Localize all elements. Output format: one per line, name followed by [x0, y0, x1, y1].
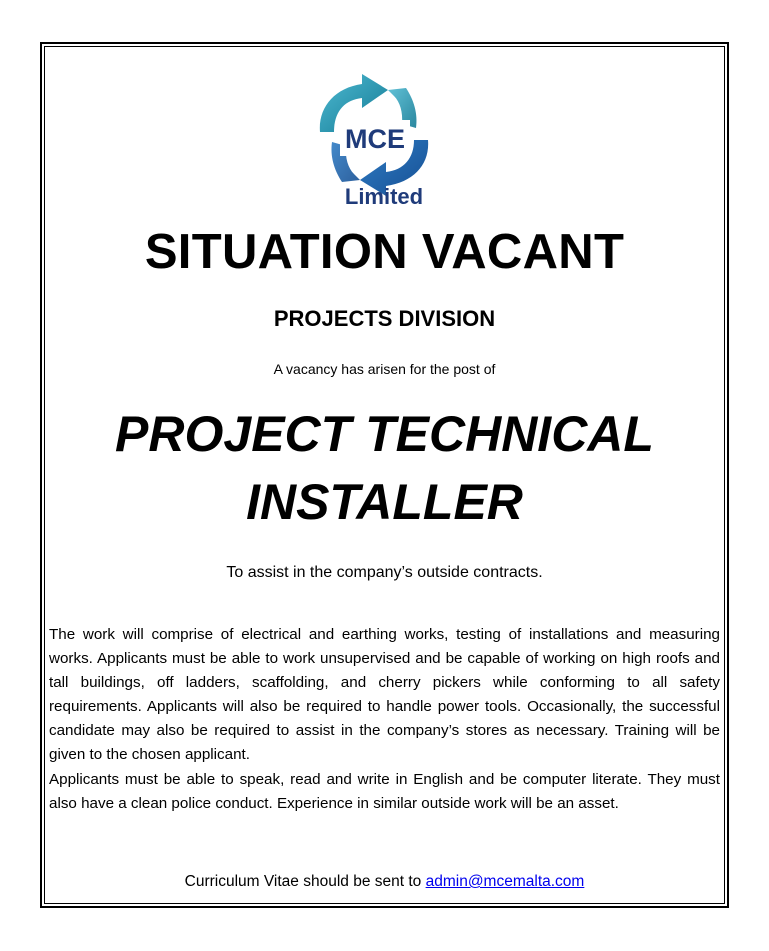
cv-instruction	[46, 871, 723, 893]
description-paragraph-1: The work will comprise of electrical and earthing works, testing of installations and measuring works. Applicants must be able to work unsupervised and be capable of working on high roofs and tall buildings, off ladders, scaffolding, and cherry pickers while conforming to all safety requirements. Applicants will also be required to handle power tools. Occasionally, the successful candidate may also be required to assist in the company’s stores as necessary. Training will be given to the chosen applicant.	[49, 626, 720, 764]
job-title	[46, 400, 723, 536]
assist-line: To assist in the company’s outside contracts.	[226, 564, 543, 581]
job-description	[49, 623, 720, 816]
page-heading: SITUATION VACANT	[144, 225, 625, 279]
mce-logo-graphic	[310, 70, 440, 210]
description-paragraph-2: Applicants must be able to speak, read and write in English and be computer literate. They must also have a clean police conduct. Experience in similar outside work will be an asset.	[49, 770, 720, 812]
logo-word-text: Limited	[344, 184, 424, 209]
company-logo	[310, 70, 440, 210]
email-link[interactable]: admin@mcemalta.com	[425, 873, 585, 890]
vacancy-intro: A vacancy has arisen for the post of	[273, 361, 496, 377]
cv-instruction-text: Curriculum Vitae should be sent to	[184, 873, 426, 890]
logo-mark-text: MCE	[345, 124, 405, 154]
job-title-line-2: INSTALLER	[246, 474, 523, 530]
job-title-line-1: PROJECT TECHNICAL	[115, 406, 654, 462]
division-heading: PROJECTS DIVISION	[273, 306, 496, 331]
